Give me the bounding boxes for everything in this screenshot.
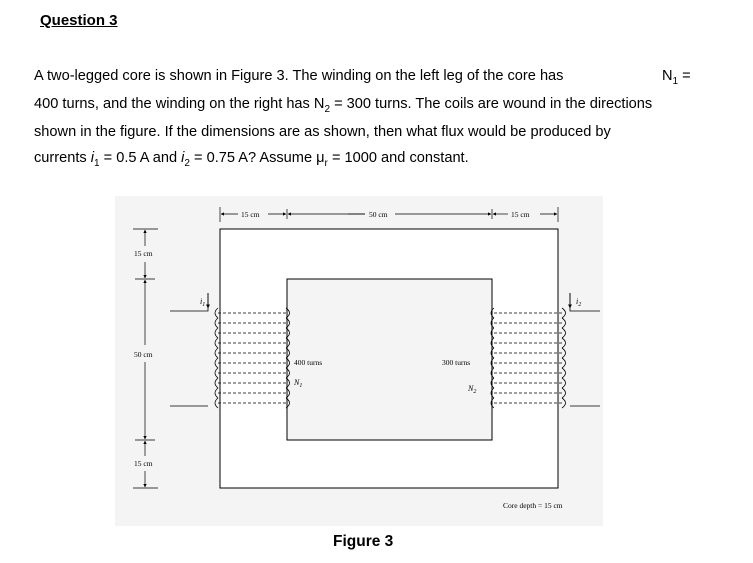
line2-text-b: = 300 turns. The coils are wound in the directions [330,96,653,112]
core-depth-label: Core depth = 15 cm [503,501,563,510]
mu-subscript: r [324,157,328,169]
n1-subscript: 1 [672,75,679,87]
n2-label: $N_2$ [468,384,477,395]
turns-right-label: 300 turns [442,358,471,367]
n1-equals: = [678,68,691,84]
line2-subscript: 2 [324,103,331,115]
line2-text-a: 400 turns, and the winding on the right has N [34,96,325,112]
i1-label: $i_1$ [200,297,206,308]
line4-text-a: currents [34,150,91,166]
dim-top-mid-label: 50 cm [369,210,388,219]
dim-top-left-label: 15 cm [241,210,260,219]
i2-symbol: i [181,150,185,166]
i1-symbol: i [90,150,95,166]
n1-symbol: N [662,68,673,84]
i2-subscript: 2 [184,157,190,169]
i2-label: $i_2$ [576,297,582,308]
dim-top-right-label: 15 cm [511,210,530,219]
figure-caption: Figure 3 [333,533,394,550]
line4-text-c: = 0.75 A? Assume μ [189,150,325,166]
question-heading: Question 3 [40,12,118,29]
line4-text-d: = 1000 and constant. [327,150,469,166]
line1-text: A two-legged core is shown in Figure 3. The winding on the left leg of the core has [34,68,564,84]
line3-text: shown in the figure. If the dimensions are as shown, then what flux would be produced by [34,124,611,140]
turns-left-label: 400 turns [294,358,323,367]
i1-subscript: 1 [94,157,100,169]
n1-label: $N_1$ [294,378,303,389]
dim-left-bot-label: 15 cm [134,459,153,468]
dim-left-mid-label: 50 cm [134,350,153,359]
dim-left-top-label: 15 cm [134,249,153,258]
line4-text-b: = 0.5 A and [99,150,182,166]
